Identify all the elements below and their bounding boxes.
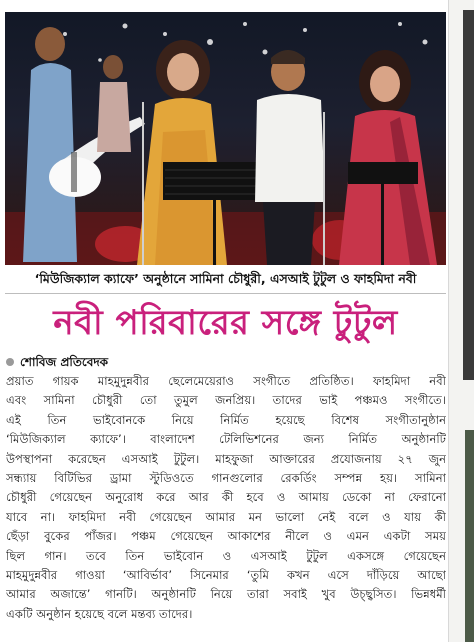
body-line: ছেঁড়া বুকের পাঁজর। পঞ্চম গেয়েছেন আকাশের নীলে ও এমন একটা সময় — [6, 529, 446, 544]
photo-caption: ‘মিউজিক্যাল ক্যাফে’ অনুষ্ঠানে সামিনা চৌধুরী, এসআই টুটুল ও ফাহমিদা নবী — [34, 271, 417, 286]
article-body — [6, 372, 446, 624]
divider — [5, 293, 446, 294]
adjacent-page-edge — [448, 0, 474, 642]
concert-stage-photo — [5, 12, 446, 265]
body-line: সন্ধ্যায় বিটিভির ড্রামা স্টুডিওতে গানগুলোর রেকর্ডিং সম্পন্ন হয়। সামিনা — [6, 470, 446, 485]
body-line: প্রয়াত গায়ক মাহমুদুন্নবীর ছেলেমেয়েরাও সংগীতে প্রতিষ্ঠিত। ফাহমিদা নবী — [6, 374, 446, 388]
body-line: এই তিন ভাইবোনকে নিয়ে নির্মিত হয়েছে বিশেষ সংগীতানুষ্ঠান — [6, 412, 446, 427]
body-line: একটি অনুষ্ঠান হয়েছে বলে মন্তব্য তাদের। — [6, 606, 193, 621]
body-line: আমার অজান্তে’ গানটি। অনুষ্ঠানটি নিয়ে তারা সবাই খুব উচ্ছ্বসিত। ভিন্নধর্মী — [6, 587, 446, 602]
body-line: মাহমুদুন্নবীর গাওয়া ‘আবির্ভাব’ সিনেমার ‘তুমি কখন এসে দাঁড়িয়ে আছো — [6, 567, 446, 582]
body-line: ছিল গান। তবে তিন ভাইবোন ও এসআই টুটুল একসঙ্গে গেয়েছেন — [6, 548, 446, 563]
body-line: উপস্থাপনা করেছেন এসআই টুটুল। মাহফুজা আক্তারের প্রযোজনায় ২৭ জুন — [6, 451, 446, 466]
byline-text: শোবিজ প্রতিবেদক — [20, 355, 109, 369]
adjacent-page-image-edge — [463, 10, 474, 380]
byline — [6, 353, 108, 371]
concert-stage-photo-icon — [5, 12, 446, 265]
body-line: এবং সামিনা চৌধুরী তো তুমুল জনপ্রিয়। তাদের ভাই পঞ্চমও সংগীতে। — [6, 393, 446, 408]
adjacent-page-photo-edge — [465, 430, 474, 642]
body-line: ‘মিউজিক্যাল ক্যাফে’। বাংলাদেশ টেলিভিশনের জন্য নির্মিত অনুষ্ঠানটি — [6, 432, 446, 447]
article-headline: নবী পরিবারের সঙ্গে টুটুল — [53, 303, 398, 343]
body-line: যাবে না। ফাহমিদা নবী গেয়েছেন আমার মন ভালো নেই বলে ও যায় কী — [6, 509, 446, 524]
body-line: চৌধুরী গেয়েছেন অনুরোধ করে আর কী হবে ও আমায় ডেকো না ফেরানো — [6, 490, 446, 505]
bullet-icon — [6, 358, 14, 366]
